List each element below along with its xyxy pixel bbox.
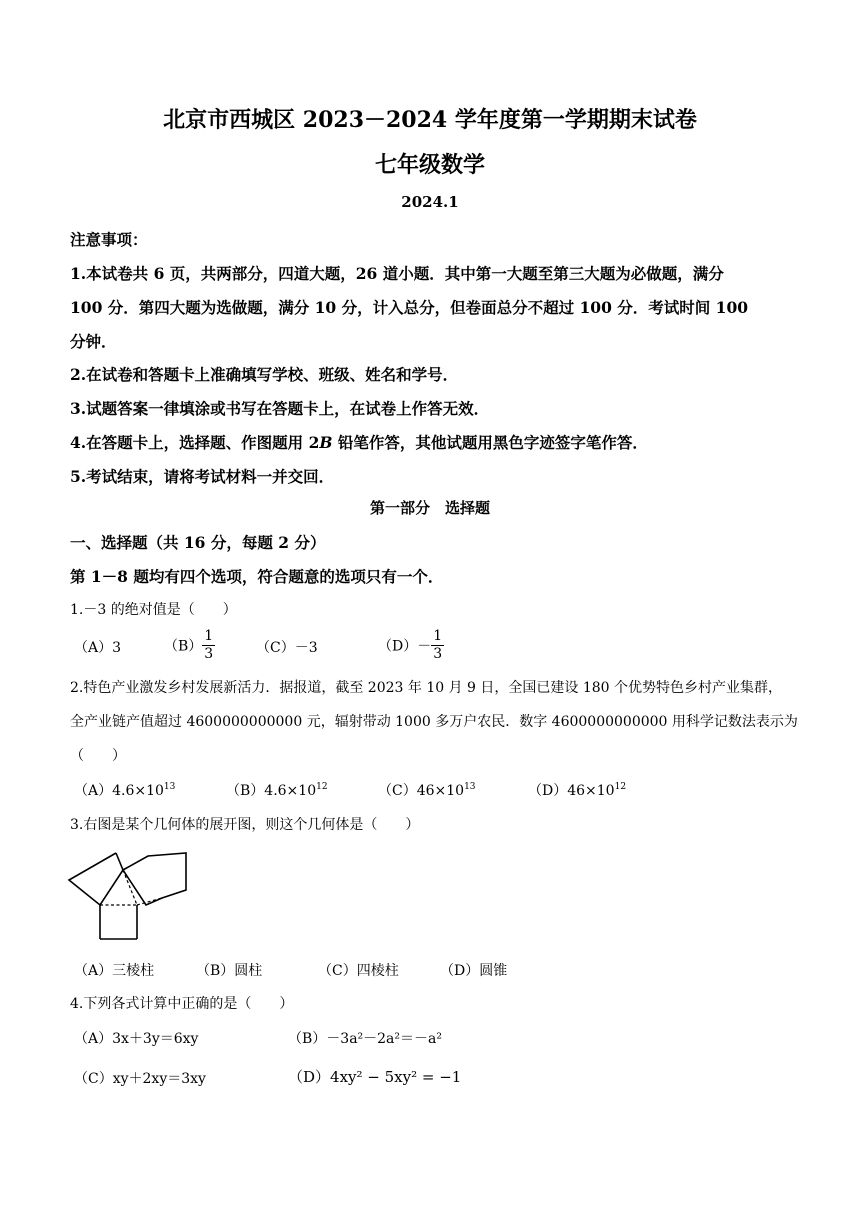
- q2-option-c: $(C)46\times 10^{13}$: [378, 782, 476, 799]
- notes-heading: 注意事项：: [70, 230, 148, 249]
- q1-option-d: （D）－ $\frac{1}{3}$: [378, 628, 443, 662]
- section-instruction: 第 1－8 题均有四个选项，符合题意的选项只有一个．: [70, 567, 444, 586]
- exam-subtitle: 七年级数学: [374, 152, 485, 178]
- q3-option-b: （B）圆柱: [196, 963, 263, 979]
- q3-stem: 3.右图是某个几何体的展开图，则这个几何体是（ ）: [70, 817, 420, 833]
- q2-option-b: $(B)4.6\times 10^{12}$: [226, 782, 328, 799]
- note-1-line-1: 1.本试卷共 6 页，共两部分，四道大题，26 道小题．其中第一大题至第三大题为必做题，满分: [70, 264, 724, 283]
- note-3: 3.试题答案一律填涂或书写在答题卡上，在试卷上作答无效．: [70, 399, 490, 418]
- note-5: 5.考试结束，请将考试材料一并交回．: [70, 467, 335, 486]
- note-1-line-2: 100 分．第四大题为选做题，满分 10 分，计入总分，但卷面总分不超过 100 分．考试时间 100: [70, 298, 749, 317]
- q2-line-3: （ ）: [70, 748, 126, 764]
- q2-line-2: 全产业链产值超过 4600000000000 元，辐射带动 1000 多万户农民．数字 4600000000000 用科学记数法表示为: [70, 714, 798, 730]
- note-2: 2.在试卷和答题卡上准确填写学校、班级、姓名和学号．: [70, 365, 459, 384]
- q2-option-a: $(A)4.6\times 10^{13}$: [74, 782, 176, 799]
- q1-option-a: （A）3: [74, 640, 122, 656]
- q4-stem: 4.下列各式计算中正确的是（ ）: [70, 996, 294, 1012]
- q3-option-a: （A）三棱柱: [74, 963, 155, 979]
- q3-option-c: （C）四棱柱: [318, 963, 399, 979]
- exam-date: 2024.1: [401, 193, 459, 211]
- q4-option-c: （C）xy＋2xy＝3xy: [74, 1071, 206, 1087]
- exam-title: 北京市西城区 2023－2024 学年度第一学期期末试卷: [163, 107, 697, 133]
- q1-stem: 1.－3 的绝对值是（ ）: [70, 602, 237, 618]
- q1-option-b: （B） $\frac{1}{3}$: [164, 628, 214, 662]
- section-heading: 一、选择题（共 16 分，每题 2 分）: [70, 533, 326, 552]
- note-1-line-3: 分钟．: [70, 332, 117, 351]
- part-title: 第一部分 选择题: [369, 499, 490, 517]
- q2-line-1: 2.特色产业激发乡村发展新活力．据报道，截至 2023 年 10 月 9 日，全国已建设 180 个优势特色乡村产业集群，: [70, 680, 783, 696]
- q2-option-d: $(D)46\times 10^{12}$: [528, 782, 627, 799]
- q4-option-a: （A）3x＋3y＝6xy: [74, 1031, 199, 1047]
- q4-option-d: （D）4xy² − 5xy² = −1: [288, 1068, 462, 1086]
- note-4: 4.在答题卡上，选择题、作图题用 2B 铅笔作答，其他试题用黑色字迹签字笔作答．: [70, 433, 648, 452]
- q4-option-b: （B）－3a²－2a²＝－a²: [288, 1031, 442, 1047]
- q1-option-c: （C）－3: [256, 640, 318, 656]
- prism-net-figure: [66, 848, 192, 944]
- q3-option-d: （D）圆锥: [440, 963, 508, 979]
